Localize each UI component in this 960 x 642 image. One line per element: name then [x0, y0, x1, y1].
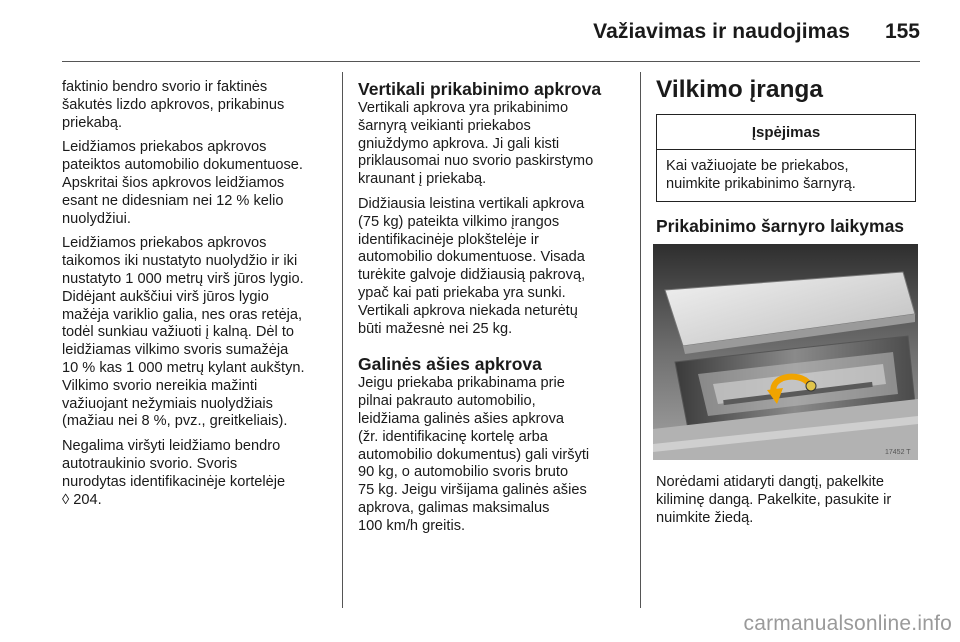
- column-divider-2: [640, 72, 641, 608]
- warning-text: Kai važiuojate be priekabos, nuimkite prikabinimo šarnyrą.: [666, 157, 856, 192]
- paragraph: Vertikali apkrova yra prikabinimo šarnyrą veikianti priekabos gniuždymo apkrova. Ji gali kisti priklausomai nuo svorio paskirstymo kraunant į priekabą.: [358, 100, 594, 188]
- section-heading: Galinės ašies apkrova: [358, 354, 542, 375]
- paragraph: faktinio bendro svorio ir faktinės šakutės lizdo apkrovos, prikabinus priekabą.: [62, 79, 285, 131]
- page-number: 155: [884, 20, 920, 43]
- photo-caption: Norėdami atidaryti dangtį, pakelkite kiliminę dangą. Pakelkite, pasukite ir nuimkite žiedą.: [656, 474, 892, 526]
- running-header-title: Važiavimas ir naudojimas: [593, 20, 850, 43]
- warning-box: [656, 114, 916, 202]
- column-2: [358, 79, 633, 543]
- column-1: [62, 79, 332, 509]
- trunk-compartment-photo: [653, 244, 918, 460]
- page-ref-arrow-icon: ◊: [62, 491, 70, 508]
- paragraph: Jeigu priekaba prikabinama prie pilnai pakrauto automobilio, leidžiama galinės ašies apkrova (žr. identifikacinę kortelę arba automobilio dokumentus) gali viršyti 90 kg, o automobilio svoris bruto 75 kg. Jeigu viršijama galinės ašies apkrova, galimas maksimalus 100 km/h greitis.: [358, 375, 590, 534]
- page-ref-number: 204.: [69, 491, 102, 508]
- column-3: [656, 76, 924, 528]
- image-code: 17452 T: [885, 449, 911, 457]
- header-divider: [62, 61, 920, 62]
- chapter-heading: Vilkimo įranga: [656, 76, 824, 103]
- column-divider-1: [342, 72, 343, 608]
- paragraph: Leidžiamos priekabos apkrovos pateiktos automobilio dokumentuose. Apskritai šios apkrovos leidžiamos esant ne didesniam nei 12 % kelio nuolydžiui.: [62, 139, 303, 227]
- warning-title: Įspėjimas: [657, 115, 915, 150]
- paragraph: Didžiausia leistina vertikali apkrova (75 kg) pateikta vilkimo įrangos identifikacinėje plokštelėje ir automobilio dokumentuose. Visada turėkite galvoje didžiausią pakrovą, ypač kai pati priekaba yra sunki. Vertikali apkrova niekada neturėtų būti mažesnė nei 25 kg.: [358, 195, 586, 337]
- paragraph: Leidžiamos priekabos apkrovos taikomos iki nustatyto nuolydžio ir iki nustatyto 1 000 metrų virš jūros lygio. Didėjant aukščiui virš jūros lygio mažėja variklio galia, nes oras retėja, todėl sunkiau važiuoti į kalną. Dėl to leidžiamas vilkimo svoris sumažėja 10 % kas 1 000 metrų kylant aukštyn. Vilkimo svorio nereikia mažinti važiuojant nežymiais nuolydžiais (mažiau nei 8 %, pvz., greitkeliais).: [62, 235, 305, 430]
- page-reference: [62, 492, 332, 510]
- watermark: carmanualsonline.info: [743, 612, 952, 635]
- paragraph: Negalima viršyti leidžiamo bendro autotraukinio svorio. Svoris nurodytas identifikacinėje kortelėje: [62, 438, 286, 490]
- section-heading: Vertikali prikabinimo apkrova: [358, 79, 602, 99]
- section-heading: Prikabinimo šarnyro laikymas: [656, 216, 905, 237]
